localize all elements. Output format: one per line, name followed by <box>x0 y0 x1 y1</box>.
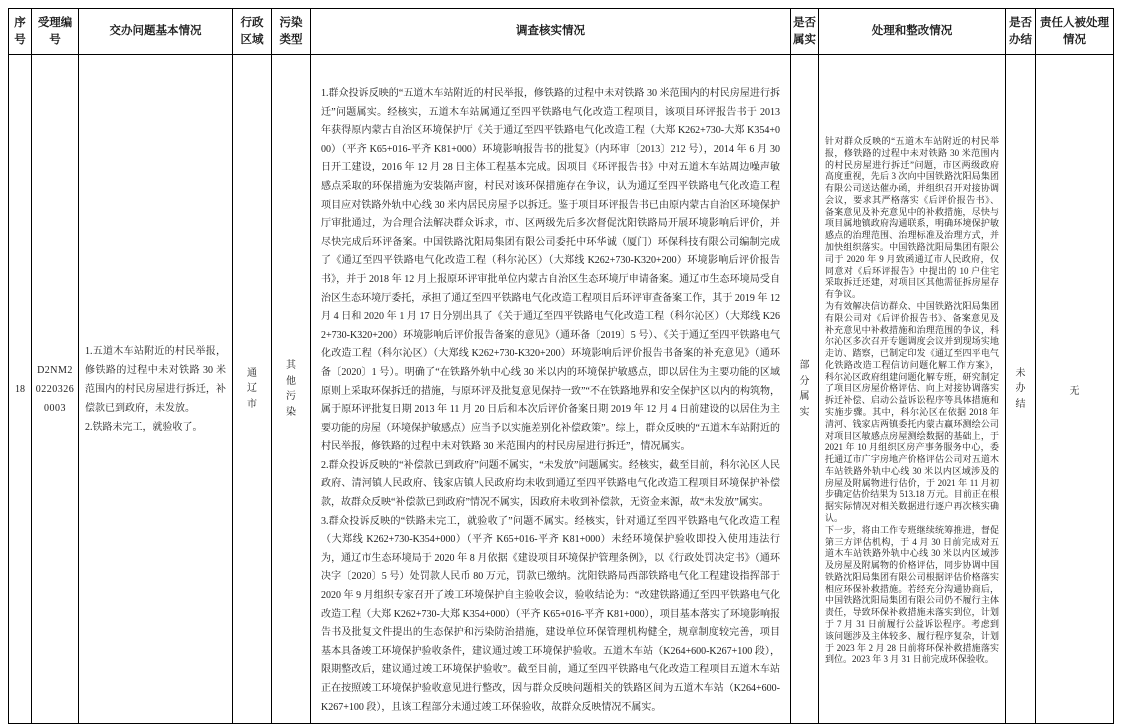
cell-verified-status <box>791 55 819 724</box>
cell-region <box>233 55 272 724</box>
cell-pollution-type <box>272 55 311 724</box>
acceptance-number-text: D2NM202203260003 <box>35 364 75 414</box>
col-header-acceptance-number: 受理编号 <box>32 9 79 55</box>
verified-status-text: 部分属实 <box>799 360 810 418</box>
pollution-type-text: 其他污染 <box>286 360 296 418</box>
problem-summary-item: 2.铁路未完工，就验收了。 <box>85 421 203 433</box>
remediation-paragraph: 下一步，将由工作专班继续统筹推进，督促第三方评估机构，于 4 月 30 日前完成对五道木车站铁路外轨中心线 30 米以内区域涉及房屋及附属物的价格评估，同步协调中国铁路沈阳局集团有限公司根据评估价格落实相应环保补救措施。若经充分沟通协商后，中国铁路沈阳局集团有限公司仍不履行主体责任，导致环保补救措施未落实到位，计划于 7 月 31 日前履行公益诉讼程序。考虑到该问题涉及主体较多、履行程序复杂，计划于 2023 年 2 月 28 日前将环保补救措施落实到位。2023 年 3 月 31 日前完成环保验收。 <box>825 524 999 665</box>
remediation-paragraph: 针对群众反映的“五道木车站附近的村民举报，修铁路的过程中未对铁路 30 米范围内的村民房屋进行拆迁”问题，市区两级政府高度重视，先后 3 次向中国铁路沈阳局集团有限公司送达催办函，并组织召开对接协调会议，要求其严格落实《后评价报告书》、备案意见及补充意见中的补救措施，尽快与项目属地镇政府沟通联系，明确环境保护敏感点的治理范围、治理标准及治理方式，并加快组织落实。中国铁路沈阳局集团有限公司于 2020 年 9 月致函通辽市人民政府，仅同意对《后环评报告》中提出的 10 户住宅采取拆迁还建，对项目区其他需征拆房屋存有争议。 <box>825 136 999 300</box>
col-header-responsible-handling: 责任人被处理情况 <box>1036 9 1114 55</box>
header-row <box>9 9 1114 55</box>
region-text: 通辽市 <box>247 367 257 410</box>
concluded-status-text: 未办结 <box>1015 367 1026 410</box>
col-header-investigation: 调查核实情况 <box>311 9 791 55</box>
remediation-paragraph: 为有效解决信访群众、中国铁路沈阳局集团有限公司对《后评价报告书》、备案意见及补充意见中补救措施和治理范围的争议，科尔沁区多次召开专题调度会议并到现场实地走访、踏察，已制定印发《通辽至四平电气化铁路改造工程信访问题化解工作方案》，科尔沁区政府组建问题化解专班，研究制定了项目区房屋价格评估、向上对接协调落实拆迁补偿、启动公益诉讼程序等具体措施和实施步骤。其中，科尔沁区在依据 2018 年清河、钱家店两镇委托内蒙古赢环测绘公司对项目区敏感点房屋测绘数据的基础上，于 2021 年 10 月组织区房产事务服务中心，委托通辽市广宇房地产价格评估公司对五道木车站铁路外轨中心线 30 米以内区域涉及的房屋及附属物进行估价，于 2021 年 11 月初步确定估价结果为 513.18 万元。目前正在根据实际情况对相关数据进行逐户再次核实确认。 <box>825 300 999 524</box>
col-header-pollution-type: 污染类型 <box>272 9 311 55</box>
col-header-serial: 序号 <box>9 9 32 55</box>
investigation-paragraph: 1.群众投诉反映的“五道木车站附近的村民举报，修铁路的过程中未对铁路 30 米范围内的村民房屋进行拆迁”问题属实。经核实，五道木车站属通辽至四平铁路电气化改造工程项目，该项目环评报告书于 2013 年获得原内蒙古自治区环境保护厅《关于通辽至四平铁路电气化改造工程（大郑 K262+730-大郑 K354+000）（平齐 K65+016-平齐 K81+000）环境影响报告书的批复》（内环审〔2013〕212 号），2014 年 6 月 30 日开工建设，2016 年 12 月 28 日主体工程基本完成。因项目《环评报告书》中对五道木车站周边噪声敏感点采取的环保措施为安装隔声窗，村民对该环保措施存在争议，认为通辽至四平铁路电气化改造工程项目应对铁路外轨中心线 30 米内居民房屋予以拆迁。鉴于项目环评报告书已由原内蒙古自治区环境保护厅审批通过，为合理合法解决群众诉求，市、区两级先后多次督促沈阳铁路局开展环境影响后评价，并尽快完成后环评备案。中国铁路沈阳局集团有限公司委托中环华诚（厦门）环保科技有限公司编制完成了《通辽至四平铁路电气化改造工程（科尔沁区）（大郑线 K262+730-K320+200）环境影响后评价报告书》，并于 2018 年 12 月上报原环评审批单位内蒙古自治区生态环境厅申请备案。通辽市生态环境局受自治区生态环境厅委托，承担了通辽至四平铁路电气化改造工程项目后环评审查备案工作，其于 2019 年 12 月 4 日和 2020 年 1 月 17 日分别出具了《关于通辽至四平铁路电气化改造工程（科尔沁区）（大郑线 K262+730-K320+200）环境影响后评价报告备案的意见》（通环备〔2019〕5 号）、《关于通辽至四平铁路电气化改造工程（科尔沁区）（大郑线 K262+730-K320+200）环境影响后评价报告书备案的补充意见》（通环备〔2020〕1 号）。明确了“在铁路外轨中心线 30 米以内的环境保护敏感点，即以居住为主要功能的区域原则上采取环保拆迁的措施，与原环评及批复意见保持一致”“不在铁路地界和安全保护区以内的构筑物，属于原环评批复日期 2013 年 11 月 20 日后和本次后评价备案日期 2019 年 12 月 4 日前建设的以居住为主要功能的房屋（环境保护敏感点）应当予以实施差别化补偿政策”。综上，群众反映的“五道木车站附近的村民举报，修铁路的过程中未对铁路 30 米范围内的村民房屋进行拆迁”，情况属实。 <box>321 88 780 453</box>
table-row <box>9 55 1114 724</box>
col-header-verified: 是否属实 <box>791 9 819 55</box>
col-header-concluded: 是否办结 <box>1006 9 1036 55</box>
col-header-remediation: 处理和整改情况 <box>819 9 1006 55</box>
cell-concluded-status <box>1006 55 1036 724</box>
complaint-handling-table <box>8 8 1114 724</box>
problem-summary-item: 1.五道木车站附近的村民举报，修铁路的过程中未对铁路 30 米范围内的村民房屋进行拆迁，补偿款已到政府，未发放。 <box>85 345 226 414</box>
cell-acceptance-number <box>32 55 79 724</box>
col-header-region: 行政区域 <box>233 9 272 55</box>
col-header-problem-summary: 交办问题基本情况 <box>79 9 233 55</box>
cell-investigation <box>311 55 791 724</box>
cell-responsible-handling: 无 <box>1036 55 1114 724</box>
cell-problem-summary <box>79 55 233 724</box>
cell-remediation <box>819 55 1006 724</box>
investigation-paragraph: 2.群众投诉反映的“补偿款已到政府”问题不属实，“未发放”问题属实。经核实，截至目前，科尔沁区人民政府、清河镇人民政府、钱家店镇人民政府均未收到通辽至四平铁路电气化改造工程项目环境保护补偿款，故群众反映“补偿款已到政府”情况不属实，因政府未收到补偿款，无资金来源，故“未发放”属实。 <box>321 459 780 509</box>
investigation-paragraph: 3.群众投诉反映的“铁路未完工，就验收了”问题不属实。经核实，针对通辽至四平铁路电气化改造工程（大郑线 K262+730-K354+000）（平齐 K65+016-平齐 K81+000）未经环境保护验收即投入使用违法行为，通辽市生态环境局于 2020 年 8 月依据《建设项目环境保护管理条例》，以《行政处罚决定书》（通环决字〔2020〕5 号）处罚款人民币 80 万元，罚款已缴纳。沈阳铁路局西部铁路电气化工程建设指挥部于 2020 年 9 月组织专家召开了竣工环境保护自主验收会议，验收结论为：“改建铁路通辽至四平铁路电气化改造工程（大郑 K262+730-大郑 K354+000）（平齐 K65+016-平齐 K81+000），项目基本落实了环境影响报告书及批复文件提出的生态保护和污染防治措施，建设单位环保管理机构健全，规章制度较完善，项目基本具备竣工环境保护验收条件，建议通过竣工环境保护验收。五道木车站（K264+600-K267+100 段），限期整改后，建议通过竣工环境保护验收”。截至目前，通辽至四平铁路电气化改造工程项目五道木车站正在按照竣工环境保护验收意见进行整改，因与群众反映问题相关的铁路区间为五道木车站（K264+600-K267+100 段），且该工程部分未通过竣工环保验收，故群众反映情况不属实。 <box>321 515 780 713</box>
cell-serial-number: 18 <box>9 55 32 724</box>
